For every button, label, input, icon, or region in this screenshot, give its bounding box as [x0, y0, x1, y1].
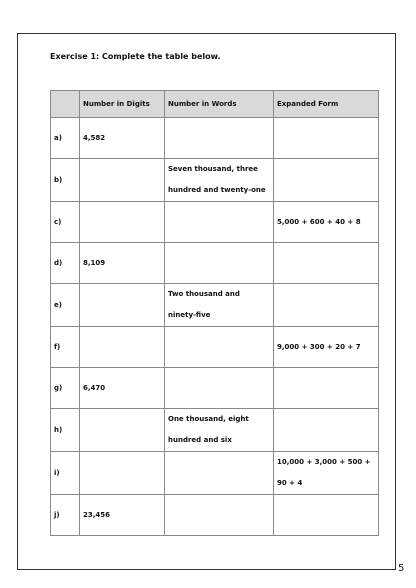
table-header-row: [51, 91, 379, 118]
digits-cell[interactable]: 23,456: [80, 495, 165, 536]
words-cell[interactable]: [165, 243, 274, 284]
table-row: [51, 327, 379, 368]
table-row: [51, 409, 379, 452]
page-number: 5: [398, 563, 405, 574]
words-cell[interactable]: [165, 202, 274, 243]
header-expanded-form: Expanded Form: [274, 91, 379, 118]
expanded-form-cell[interactable]: [274, 284, 379, 327]
header-number-in-digits: Number in Digits: [80, 91, 165, 118]
words-cell[interactable]: [165, 118, 274, 159]
exercise-table: [50, 90, 379, 536]
digits-cell[interactable]: 6,470: [80, 368, 165, 409]
words-cell[interactable]: [165, 495, 274, 536]
digits-cell[interactable]: [80, 159, 165, 202]
expanded-form-cell[interactable]: [274, 118, 379, 159]
row-label: h): [51, 409, 80, 452]
table-row: [51, 452, 379, 495]
row-label: e): [51, 284, 80, 327]
words-cell[interactable]: Seven thousand, three hundred and twenty-one: [165, 159, 274, 202]
digits-cell[interactable]: [80, 202, 165, 243]
row-label: b): [51, 159, 80, 202]
row-label: g): [51, 368, 80, 409]
digits-cell[interactable]: [80, 452, 165, 495]
table-row: [51, 495, 379, 536]
words-cell[interactable]: Two thousand and ninety-five: [165, 284, 274, 327]
row-label: f): [51, 327, 80, 368]
table-row: [51, 159, 379, 202]
digits-cell[interactable]: [80, 409, 165, 452]
exercise-title: Exercise 1: Complete the table below.: [50, 52, 221, 61]
row-label: d): [51, 243, 80, 284]
table-row: [51, 368, 379, 409]
row-label: a): [51, 118, 80, 159]
expanded-form-cell[interactable]: 10,000 + 3,000 + 500 + 90 + 4: [274, 452, 379, 495]
expanded-form-cell[interactable]: [274, 495, 379, 536]
digits-cell[interactable]: 8,109: [80, 243, 165, 284]
expanded-form-cell[interactable]: 5,000 + 600 + 40 + 8: [274, 202, 379, 243]
digits-cell[interactable]: [80, 327, 165, 368]
expanded-form-cell[interactable]: [274, 159, 379, 202]
table-row: [51, 284, 379, 327]
digits-cell[interactable]: [80, 284, 165, 327]
row-label: j): [51, 495, 80, 536]
words-cell[interactable]: One thousand, eight hundred and six: [165, 409, 274, 452]
words-cell[interactable]: [165, 368, 274, 409]
digits-cell[interactable]: 4,582: [80, 118, 165, 159]
header-number-in-words: Number in Words: [165, 91, 274, 118]
header-blank: [51, 91, 80, 118]
words-cell[interactable]: [165, 327, 274, 368]
expanded-form-cell[interactable]: [274, 409, 379, 452]
row-label: c): [51, 202, 80, 243]
table-row: [51, 118, 379, 159]
row-label: i): [51, 452, 80, 495]
expanded-form-cell[interactable]: 9,000 + 300 + 20 + 7: [274, 327, 379, 368]
words-cell[interactable]: [165, 452, 274, 495]
table-row: [51, 202, 379, 243]
table-row: [51, 243, 379, 284]
expanded-form-cell[interactable]: [274, 243, 379, 284]
expanded-form-cell[interactable]: [274, 368, 379, 409]
